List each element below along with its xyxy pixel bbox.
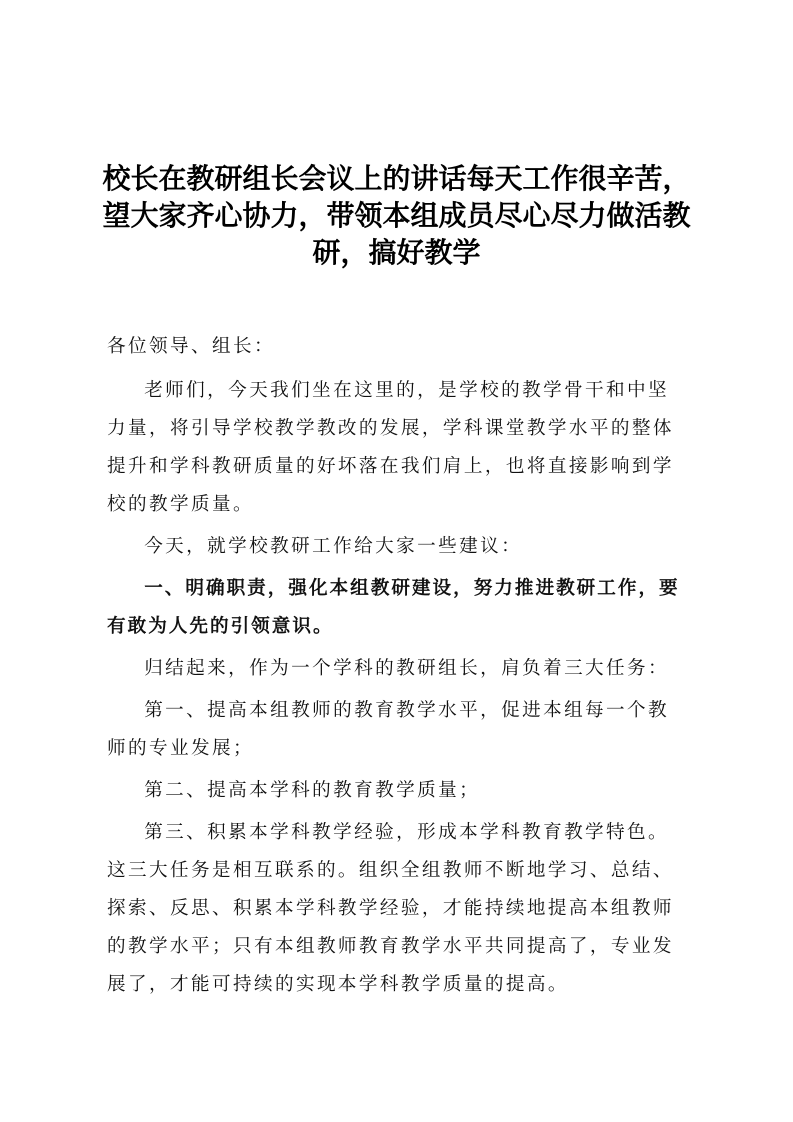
document-title: 校长在教研组长会议上的讲话每天工作很辛苦，望大家齐心协力，带领本组成员尽心尽力做活教研，搞好教学: [102, 162, 691, 269]
salutation: 各位领导、组长：: [107, 336, 275, 357]
document-body: [107, 328, 689, 1008]
paragraph-task-1: 第一、提高本组教师的教育教学水平，促进本组每一个教师的专业发展；: [107, 700, 670, 759]
paragraph-suggestions: 今天，就学校教研工作给大家一些建议：: [144, 536, 523, 557]
paragraph-task-2: 第二、提高本学科的教育教学质量；: [144, 780, 481, 801]
paragraph-intro: 老师们，今天我们坐在这里的，是学校的教学骨干和中坚力量，将引导学校教学教改的发展，学科课堂教学水平的整体提升和学科教研质量的好坏落在我们肩上，也将直接影响到学校的教学质量。: [107, 380, 674, 515]
paragraph-tasks: 归结起来，作为一个学科的教研组长，肩负着三大任务：: [144, 658, 670, 679]
paragraph-task-3: 第三、积累本学科教学经验，形成本学科教育教学特色。这三大任务是相互联系的。组织全组教师不断地学习、总结、探索、反思、积累本学科教学经验，才能持续地提高本组教师的教学水平；只有本组教师教育教学水平共同提高了，专业发展了，才能可持续的实现本学科教学质量的提高。: [107, 822, 674, 995]
section-heading-1: 一、明确职责，强化本组教研建设，努力推进教研工作，要有敢为人先的引领意识。: [107, 578, 680, 637]
